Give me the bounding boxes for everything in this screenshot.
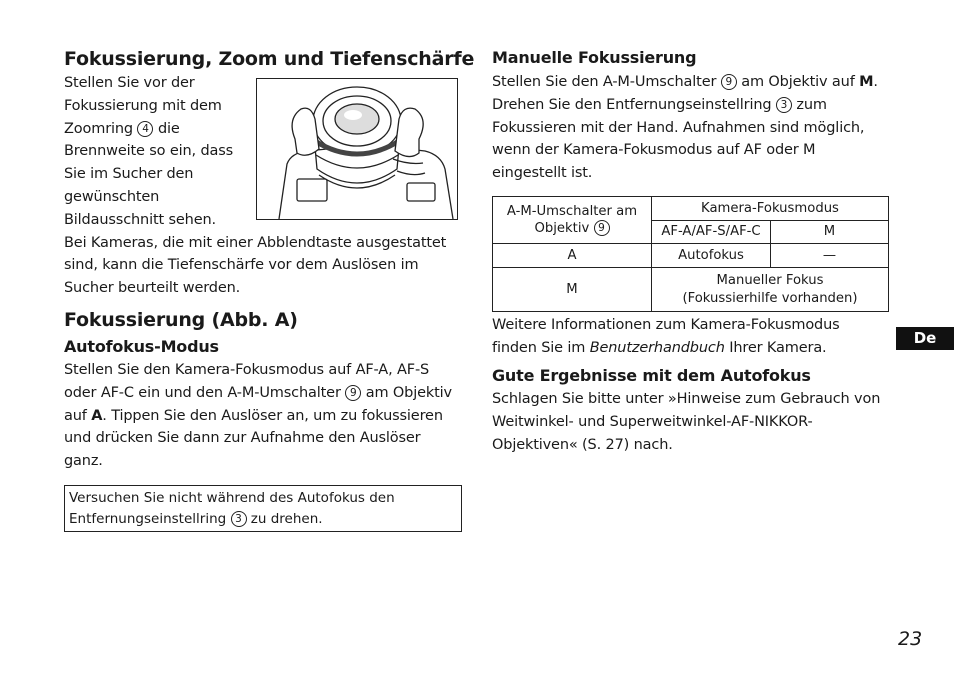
text-line: Brennweite so ein, dass [64,143,234,160]
text-fragment: am Objektiv auf [741,74,855,90]
text-fragment: Objektiv [534,221,590,236]
text-line [492,71,878,94]
table-row [493,268,889,312]
text-line: A-M-Umschalter am [506,203,638,219]
camera-lens-drawing [257,79,457,219]
text-line: sind, kann die Tiefenschärfe vor dem Auslösen im [64,257,419,274]
lens-zoom-illustration [256,78,458,220]
section-title-af-tips: Gute Ergebnisse mit dem Autofokus [492,366,811,385]
callout-3-icon: 3 [776,97,792,113]
table-cell: — [771,244,889,268]
text-line: Weitere Informationen zum Kamera-Fokusmodus [492,317,840,333]
callout-9-icon: 9 [594,220,610,236]
callout-4-icon: 4 [137,121,153,137]
text-line: ganz. [64,453,103,470]
table-header-switch [493,197,652,244]
mode-letter-a: A [91,407,103,424]
manual-focus-paragraph [492,71,878,185]
text-line: (Fokussierhilfe vorhanden) [682,290,858,306]
text-line: Stellen Sie vor der [64,75,195,91]
af-tips-paragraph [492,388,880,456]
text-line: Weitwinkel- und Superweitwinkel-AF-NIKKOR- [492,413,813,430]
text-line [64,382,452,405]
text-fragment: zum [796,96,827,113]
callout-9-icon: 9 [721,74,737,90]
text-line: Fokussieren mit der Hand. Aufnahmen sind möglich, [492,119,865,136]
table-subheader-af: AF-A/AF-S/AF-C [652,221,771,244]
text-line: Bei Kameras, die mit einer Abblendtaste ausgestattet [64,234,447,251]
text-line [492,337,840,360]
text-line: und drücken Sie dann zur Aufnahme den Auslöser [64,430,421,447]
table-row [493,244,889,268]
section-title-focus: Fokussierung (Abb. A) [64,309,298,331]
text-line: Objektiven« (S. 27) nach. [492,436,673,453]
text-line [493,220,651,238]
text-line: gewünschten [64,188,160,205]
text-fragment: finden Sie im [492,339,586,356]
text-fragment: . [873,74,878,90]
table-cell: A [493,244,652,268]
text-fragment: Ihrer Kamera. [729,339,827,356]
text-fragment: oder AF-C ein und den A-M-Umschalter [64,384,341,401]
focus-mode-table [492,196,889,312]
text-line: Sucher beurteilt werden. [64,280,241,297]
text-fragment: Zoomring [64,120,133,137]
text-fragment: auf [64,407,87,424]
text-line: Versuchen Sie nicht während des Autofokus den [69,490,395,506]
table-header-camera-focus-mode: Kamera-Fokusmodus [652,197,889,221]
text-line: Stellen Sie den Kamera-Fokusmodus auf AF-A, AF-S [64,362,430,378]
text-line [69,509,457,530]
table-subheader-m: M [771,221,889,244]
text-fragment: Drehen Sie den Entfernungseinstellring [492,96,772,113]
text-fragment: . Tippen Sie den Auslöser an, um zu fokussieren [102,407,443,424]
callout-3-icon: 3 [231,511,247,527]
text-fragment: Stellen Sie den A-M-Umschalter [492,74,717,90]
autofocus-paragraph [64,359,452,473]
text-fragment: zu drehen. [250,510,323,527]
text-line: Fokussierung mit dem [64,97,222,114]
table-cell: M [493,268,652,312]
table-cell: Autofokus [652,244,771,268]
text-line: Manueller Fokus [716,273,824,288]
text-line: Sie im Sucher den [64,166,194,183]
section-title-zoom: Fokussierung, Zoom und Tiefenschärfe [64,48,475,70]
text-fragment: am Objektiv [365,384,452,401]
page-number: 23 [898,628,923,650]
text-fragment: die [157,120,180,137]
text-line: wenn der Kamera-Fokusmodus auf AF oder M [492,142,816,159]
text-line: Bildausschnitt sehen. [64,211,216,228]
text-line: eingestellt ist. [492,165,593,182]
callout-9-icon: 9 [345,385,361,401]
mode-letter-m: M [859,74,874,90]
section-title-manual-focus: Manuelle Fokussierung [492,48,697,67]
table-cell [652,268,889,312]
manual-title: Benutzerhandbuch [589,339,725,356]
text-line [64,405,452,428]
language-tab: De [896,327,954,350]
text-line [492,94,878,117]
text-line: Schlagen Sie bitte unter »Hinweise zum Gebrauch von [492,391,881,407]
subtitle-autofocus-mode: Autofokus-Modus [64,337,219,356]
autofocus-note-box [64,485,462,532]
info-paragraph [492,314,840,360]
text-fragment: Entfernungseinstellring [69,510,227,527]
